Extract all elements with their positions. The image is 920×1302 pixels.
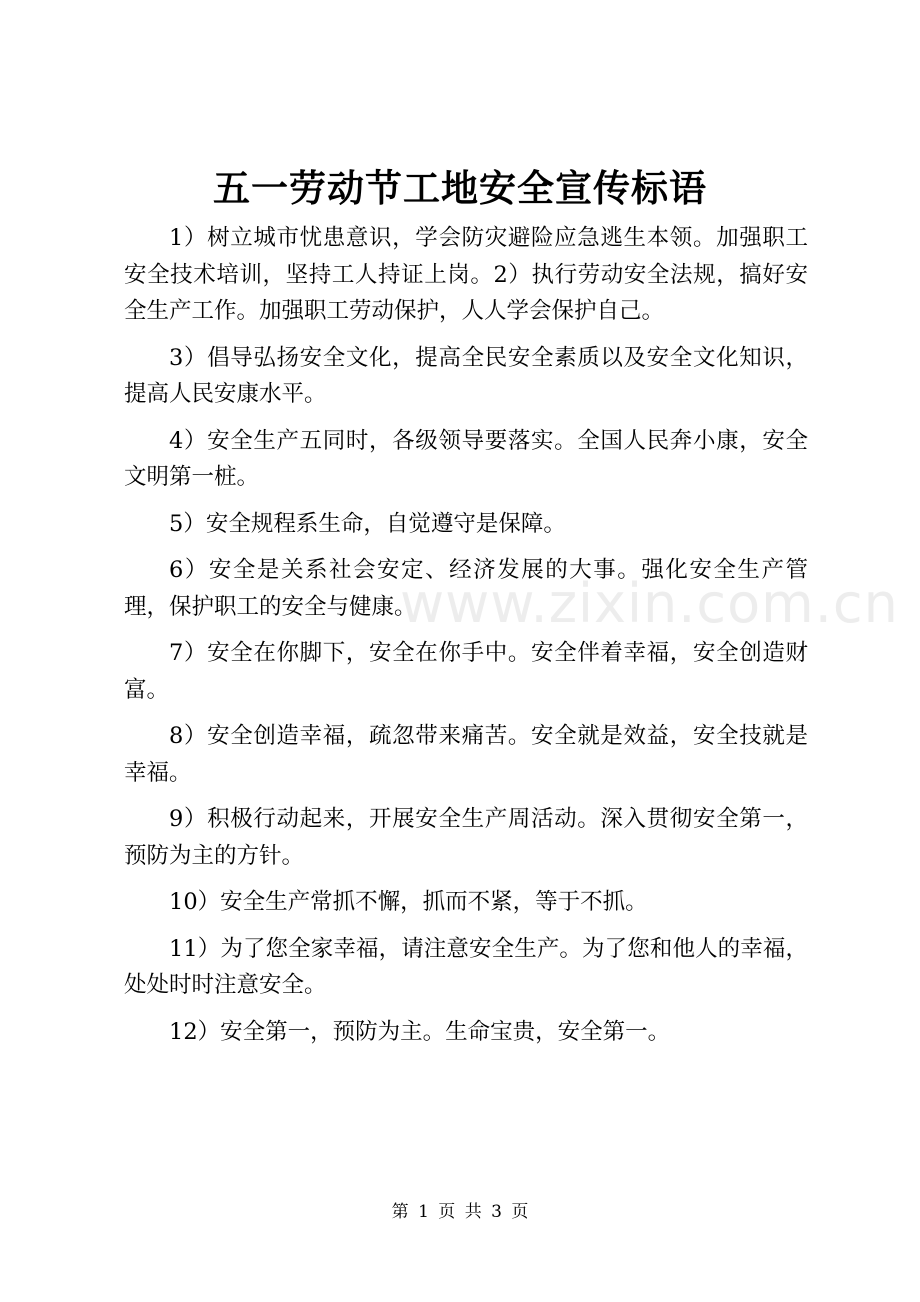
paragraph-4: 5）安全规程系生命，自觉遵守是保障。 (169, 510, 566, 537)
watermark: www.zixin.com.cn (400, 572, 899, 635)
paragraph-5: 6）安全是关系社会安定、经济发展的大事。强化安全生产管理，保护职工的安全与健康。 (124, 557, 808, 620)
paragraph-8: 9）积极行动起来，开展安全生产周活动。深入贯彻安全第一，预防为主的方针。 (124, 806, 808, 869)
paragraph-11: 12）安全第一，预防为主。生命宝贵，安全第一。 (169, 1018, 671, 1045)
paragraph-3: 4）安全生产五同时，各级领导要落实。全国人民奔小康，安全文明第一桩。 (124, 427, 808, 490)
document-title: 五一劳动节工地安全宣传标语 (213, 166, 707, 210)
paragraph-2: 3）倡导弘扬安全文化，提高全民安全素质以及安全文化知识，提高人民安康水平。 (124, 344, 808, 407)
paragraph-9: 10）安全生产常抓不懈，抓而不紧，等于不抓。 (169, 889, 648, 915)
paragraph-1: 1）树立城市忧患意识，学会防灾避险应急逃生本领。加强职工安全技术培训，坚持工人持证上岗。2）执行劳动安全法规，搞好安全生产工作。加强职工劳动保护，人人学会保护自己。 (124, 225, 808, 324)
paragraph-7: 8）安全创造幸福，疏忽带来痛苦。安全就是效益，安全技就是幸福。 (124, 723, 808, 786)
paragraph-6: 7）安全在你脚下，安全在你手中。安全伴着幸福，安全创造财富。 (124, 640, 808, 703)
paragraph-10: 11）为了您全家幸福，请注意安全生产。为了您和他人的幸福，处处时时注意安全。 (124, 935, 808, 998)
page-footer: 第 1 页 共 3 页 (391, 1202, 529, 1222)
document-body (124, 220, 808, 1060)
